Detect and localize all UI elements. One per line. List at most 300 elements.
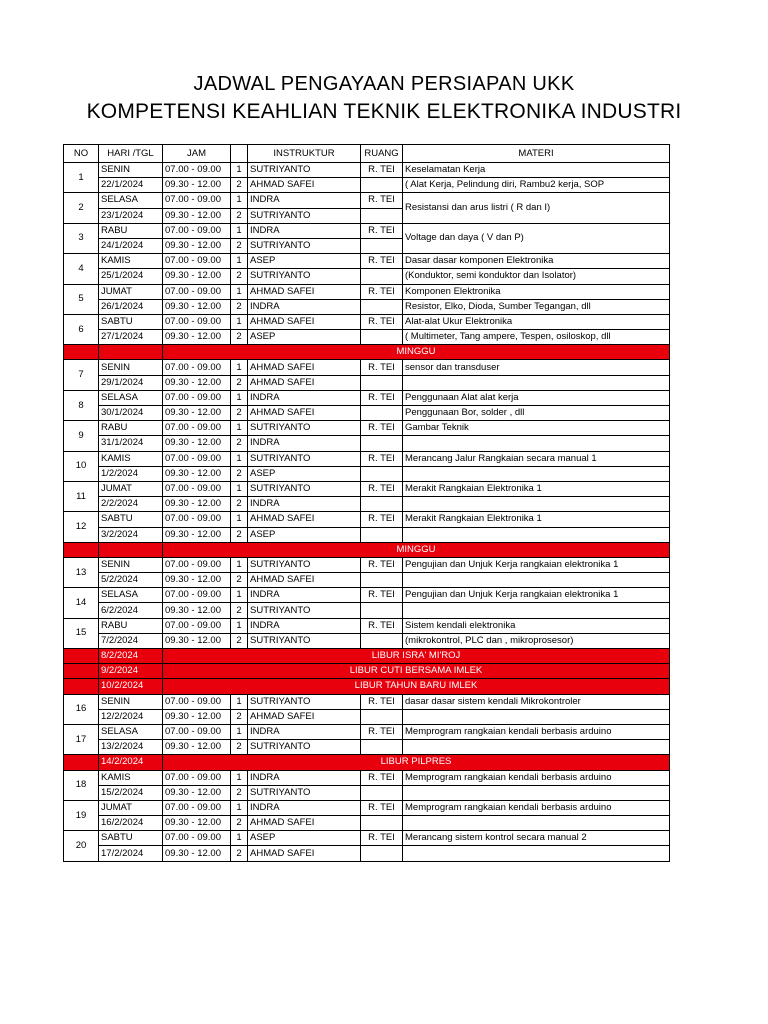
session-number: 2 [231,740,248,755]
row-number: 8 [64,390,99,420]
session-time: 09.30 - 12.00 [163,238,231,253]
materi-cell: (mikrokontrol, PLC dan , mikroprosesor) [403,633,670,648]
session-time: 09.30 - 12.00 [163,178,231,193]
row-number: 11 [64,481,99,511]
day-name: SELASA [99,193,163,208]
session-time: 07.00 - 09.00 [163,588,231,603]
room-cell [361,740,403,755]
room-cell: R. TEI [361,800,403,815]
session-time: 07.00 - 09.00 [163,193,231,208]
session-time: 07.00 - 09.00 [163,421,231,436]
session-time: 07.00 - 09.00 [163,284,231,299]
header-row [64,145,670,163]
room-cell [361,330,403,345]
day-name: RABU [99,223,163,238]
session-time: 09.30 - 12.00 [163,269,231,284]
materi-cell: Penggunaan Bor, solder , dll [403,406,670,421]
schedule-row [64,390,670,405]
header-jam: JAM [163,145,231,163]
session-time: 07.00 - 09.00 [163,800,231,815]
room-cell: R. TEI [361,770,403,785]
schedule-row [64,466,670,481]
day-name: JUMAT [99,284,163,299]
materi-cell [403,709,670,724]
materi-cell: Penggunaan Alat alat kerja [403,390,670,405]
holiday-date: 14/2/2024 [99,755,163,770]
holiday-row [64,679,670,694]
holiday-blank [64,345,99,360]
materi-cell [403,497,670,512]
row-number: 13 [64,557,99,587]
schedule-row [64,770,670,785]
materi-cell: dasar dasar sistem kendali Mikrokontroler [403,694,670,709]
schedule-row [64,481,670,496]
session-time: 09.30 - 12.00 [163,785,231,800]
session-number: 2 [231,406,248,421]
holiday-blank [64,679,99,694]
session-number: 2 [231,846,248,861]
header-hari-tgl: HARI /TGL [99,145,163,163]
session-time: 09.30 - 12.00 [163,375,231,390]
holiday-label: LIBUR CUTI BERSAMA IMLEK [163,664,670,679]
day-date: 6/2/2024 [99,603,163,618]
instructor-name: AHMAD SAFEI [248,406,361,421]
room-cell [361,785,403,800]
day-name: SELASA [99,588,163,603]
materi-cell: Pengujian dan Unjuk Kerja rangkaian elektronika 1 [403,588,670,603]
materi-cell: sensor dan transduser [403,360,670,375]
session-number: 1 [231,512,248,527]
holiday-blank [64,542,99,557]
session-number: 2 [231,238,248,253]
room-cell: R. TEI [361,421,403,436]
document-subtitle: KOMPETENSI KEAHLIAN TEKNIK ELEKTRONIKA INDUSTRI [86,100,682,123]
instructor-name: AHMAD SAFEI [248,512,361,527]
session-time: 07.00 - 09.00 [163,694,231,709]
room-cell: R. TEI [361,360,403,375]
session-number: 1 [231,481,248,496]
room-cell [361,299,403,314]
session-time: 09.30 - 12.00 [163,330,231,345]
holiday-blank [64,649,99,664]
materi-cell: Voltage dan daya ( V dan P) [403,223,670,253]
room-cell [361,208,403,223]
instructor-name: INDRA [248,436,361,451]
materi-cell: Dasar dasar komponen Elektronika [403,254,670,269]
instructor-name: SUTRIYANTO [248,421,361,436]
instructor-name: SUTRIYANTO [248,238,361,253]
schedule-row [64,527,670,542]
row-number: 19 [64,800,99,830]
room-cell: R. TEI [361,724,403,739]
day-name: JUMAT [99,800,163,815]
room-cell [361,527,403,542]
schedule-row [64,618,670,633]
session-number: 2 [231,436,248,451]
session-number: 2 [231,375,248,390]
instructor-name: AHMAD SAFEI [248,178,361,193]
room-cell: R. TEI [361,193,403,208]
day-date: 2/2/2024 [99,497,163,512]
schedule-row [64,193,670,208]
materi-cell: Merancang sistem kontrol secara manual 2 [403,831,670,846]
session-time: 09.30 - 12.00 [163,436,231,451]
materi-cell: Merakit Rangkaian Elektronika 1 [403,481,670,496]
room-cell [361,466,403,481]
day-date: 5/2/2024 [99,573,163,588]
session-time: 07.00 - 09.00 [163,512,231,527]
room-cell: R. TEI [361,451,403,466]
session-number: 1 [231,618,248,633]
materi-cell: Keselamatan Kerja [403,163,670,178]
room-cell [361,816,403,831]
session-time: 09.30 - 12.00 [163,846,231,861]
day-name: JUMAT [99,481,163,496]
session-number: 2 [231,299,248,314]
schedule-row [64,709,670,724]
holiday-date [99,542,163,557]
session-number: 1 [231,800,248,815]
day-name: SABTU [99,512,163,527]
schedule-row [64,375,670,390]
materi-cell [403,740,670,755]
schedule-row [64,557,670,572]
room-cell [361,178,403,193]
row-number: 3 [64,223,99,253]
session-number: 2 [231,709,248,724]
day-date: 24/1/2024 [99,238,163,253]
session-number: 1 [231,223,248,238]
materi-cell: Memprogram rangkaian kendali berbasis arduino [403,800,670,815]
instructor-name: INDRA [248,724,361,739]
instructor-name: AHMAD SAFEI [248,375,361,390]
schedule-row [64,831,670,846]
schedule-row [64,451,670,466]
room-cell: R. TEI [361,284,403,299]
day-name: KAMIS [99,770,163,785]
materi-cell: Gambar Teknik [403,421,670,436]
day-name: SENIN [99,163,163,178]
instructor-name: ASEP [248,330,361,345]
row-number: 6 [64,314,99,344]
session-time: 09.30 - 12.00 [163,816,231,831]
schedule-row [64,497,670,512]
row-number: 9 [64,421,99,451]
day-date: 12/2/2024 [99,709,163,724]
session-time: 07.00 - 09.00 [163,770,231,785]
instructor-name: INDRA [248,770,361,785]
session-time: 09.30 - 12.00 [163,466,231,481]
session-number: 1 [231,421,248,436]
schedule-row [64,223,670,238]
room-cell [361,269,403,284]
materi-cell: Sistem kendali elektronika [403,618,670,633]
row-number: 12 [64,512,99,542]
room-cell: R. TEI [361,618,403,633]
schedule-row [64,314,670,329]
materi-cell [403,816,670,831]
instructor-name: SUTRIYANTO [248,785,361,800]
room-cell: R. TEI [361,163,403,178]
session-time: 09.30 - 12.00 [163,208,231,223]
session-number: 2 [231,816,248,831]
session-number: 2 [231,208,248,223]
session-number: 2 [231,269,248,284]
materi-cell: Resistansi dan arus listri ( R dan I) [403,193,670,223]
schedule-row [64,330,670,345]
session-time: 07.00 - 09.00 [163,481,231,496]
session-time: 09.30 - 12.00 [163,299,231,314]
holiday-date: 10/2/2024 [99,679,163,694]
session-number: 2 [231,466,248,481]
holiday-label: LIBUR ISRA' MI'ROJ [163,649,670,664]
day-name: SENIN [99,360,163,375]
session-number: 1 [231,831,248,846]
session-time: 07.00 - 09.00 [163,314,231,329]
schedule-row [64,846,670,861]
instructor-name: INDRA [248,193,361,208]
schedule-row [64,284,670,299]
room-cell [361,573,403,588]
header-sesi [231,145,248,163]
materi-cell: Merancang Jalur Rangkaian secara manual 1 [403,451,670,466]
schedule-row [64,633,670,648]
schedule-row [64,178,670,193]
session-number: 1 [231,314,248,329]
materi-cell: Alat-alat Ukur Elektronika [403,314,670,329]
room-cell: R. TEI [361,694,403,709]
session-number: 2 [231,497,248,512]
instructor-name: ASEP [248,527,361,542]
schedule-row [64,785,670,800]
day-date: 1/2/2024 [99,466,163,481]
holiday-row [64,664,670,679]
day-date: 23/1/2024 [99,208,163,223]
session-number: 1 [231,163,248,178]
session-time: 07.00 - 09.00 [163,451,231,466]
row-number: 14 [64,588,99,618]
materi-cell [403,375,670,390]
holiday-row [64,542,670,557]
day-name: RABU [99,618,163,633]
session-number: 2 [231,178,248,193]
materi-cell: ( Multimeter, Tang ampere, Tespen, osiloskop, dll [403,330,670,345]
materi-cell [403,573,670,588]
room-cell [361,603,403,618]
session-number: 1 [231,770,248,785]
session-time: 09.30 - 12.00 [163,406,231,421]
room-cell [361,846,403,861]
materi-cell [403,436,670,451]
materi-cell [403,785,670,800]
holiday-date [99,345,163,360]
materi-cell: Memprogram rangkaian kendali berbasis arduino [403,724,670,739]
day-name: SENIN [99,694,163,709]
document-title: JADWAL PENGAYAAN PERSIAPAN UKK [193,73,575,95]
day-name: KAMIS [99,254,163,269]
materi-cell: ( Alat Kerja, Pelindung diri, Rambu2 kerja, SOP [403,178,670,193]
instructor-name: AHMAD SAFEI [248,284,361,299]
holiday-blank [64,755,99,770]
day-date: 26/1/2024 [99,299,163,314]
schedule-table [63,144,670,862]
row-number: 1 [64,163,99,193]
row-number: 16 [64,694,99,724]
materi-cell: Memprogram rangkaian kendali berbasis arduino [403,770,670,785]
session-time: 07.00 - 09.00 [163,223,231,238]
session-time: 09.30 - 12.00 [163,573,231,588]
instructor-name: AHMAD SAFEI [248,573,361,588]
day-date: 22/1/2024 [99,178,163,193]
session-number: 2 [231,785,248,800]
header-no: NO [64,145,99,163]
holiday-label: LIBUR PILPRES [163,755,670,770]
day-name: SABTU [99,314,163,329]
instructor-name: AHMAD SAFEI [248,816,361,831]
schedule-body [64,163,670,862]
row-number: 5 [64,284,99,314]
materi-cell: Komponen Elektronika [403,284,670,299]
day-date: 29/1/2024 [99,375,163,390]
instructor-name: INDRA [248,800,361,815]
instructor-name: INDRA [248,588,361,603]
schedule-row [64,740,670,755]
instructor-name: SUTRIYANTO [248,269,361,284]
day-date: 13/2/2024 [99,740,163,755]
holiday-row [64,345,670,360]
materi-cell [403,846,670,861]
day-date: 25/1/2024 [99,269,163,284]
materi-cell: (Konduktor, semi konduktor dan Isolator) [403,269,670,284]
room-cell: R. TEI [361,557,403,572]
schedule-row [64,800,670,815]
room-cell: R. TEI [361,390,403,405]
day-date: 7/2/2024 [99,633,163,648]
session-number: 1 [231,193,248,208]
instructor-name: SUTRIYANTO [248,603,361,618]
day-date: 15/2/2024 [99,785,163,800]
room-cell [361,406,403,421]
session-number: 1 [231,284,248,299]
session-number: 1 [231,451,248,466]
holiday-row [64,649,670,664]
holiday-label: MINGGU [163,345,670,360]
instructor-name: INDRA [248,497,361,512]
row-number: 18 [64,770,99,800]
schedule-row [64,436,670,451]
room-cell [361,238,403,253]
session-time: 07.00 - 09.00 [163,254,231,269]
schedule-row [64,512,670,527]
room-cell: R. TEI [361,831,403,846]
room-cell [361,375,403,390]
materi-cell: Resistor, Elko, Dioda, Sumber Tegangan, dll [403,299,670,314]
room-cell: R. TEI [361,512,403,527]
room-cell: R. TEI [361,588,403,603]
row-number: 15 [64,618,99,648]
row-number: 7 [64,360,99,390]
materi-cell: Merakit Rangkaian Elektronika 1 [403,512,670,527]
schedule-row [64,254,670,269]
header-materi: MATERI [403,145,670,163]
instructor-name: SUTRIYANTO [248,694,361,709]
session-number: 1 [231,694,248,709]
header-instruktur: INSTRUKTUR [248,145,361,163]
instructor-name: AHMAD SAFEI [248,846,361,861]
schedule-row [64,816,670,831]
room-cell [361,436,403,451]
session-time: 07.00 - 09.00 [163,618,231,633]
schedule-row [64,724,670,739]
materi-cell [403,527,670,542]
instructor-name: INDRA [248,223,361,238]
session-time: 07.00 - 09.00 [163,360,231,375]
materi-cell [403,603,670,618]
day-date: 31/1/2024 [99,436,163,451]
instructor-name: SUTRIYANTO [248,208,361,223]
room-cell: R. TEI [361,314,403,329]
day-name: SELASA [99,724,163,739]
row-number: 10 [64,451,99,481]
materi-cell: Pengujian dan Unjuk Kerja rangkaian elektronika 1 [403,557,670,572]
instructor-name: INDRA [248,299,361,314]
holiday-blank [64,664,99,679]
schedule-row [64,269,670,284]
instructor-name: ASEP [248,254,361,269]
materi-cell [403,466,670,481]
session-time: 09.30 - 12.00 [163,527,231,542]
day-date: 16/2/2024 [99,816,163,831]
session-time: 09.30 - 12.00 [163,740,231,755]
holiday-row [64,755,670,770]
session-number: 2 [231,527,248,542]
session-time: 07.00 - 09.00 [163,831,231,846]
instructor-name: ASEP [248,831,361,846]
instructor-name: SUTRIYANTO [248,451,361,466]
room-cell [361,633,403,648]
session-number: 1 [231,360,248,375]
day-name: KAMIS [99,451,163,466]
day-name: SABTU [99,831,163,846]
day-name: RABU [99,421,163,436]
schedule-row [64,588,670,603]
instructor-name: AHMAD SAFEI [248,314,361,329]
day-date: 27/1/2024 [99,330,163,345]
row-number: 4 [64,254,99,284]
room-cell: R. TEI [361,254,403,269]
instructor-name: INDRA [248,618,361,633]
session-number: 2 [231,633,248,648]
room-cell [361,497,403,512]
session-time: 07.00 - 09.00 [163,163,231,178]
session-number: 1 [231,254,248,269]
instructor-name: INDRA [248,390,361,405]
day-date: 30/1/2024 [99,406,163,421]
day-name: SELASA [99,390,163,405]
instructor-name: SUTRIYANTO [248,557,361,572]
room-cell [361,709,403,724]
schedule-row [64,603,670,618]
session-number: 2 [231,573,248,588]
header-ruang: RUANG [361,145,403,163]
session-number: 1 [231,390,248,405]
session-number: 1 [231,557,248,572]
schedule-row [64,573,670,588]
row-number: 2 [64,193,99,223]
day-date: 3/2/2024 [99,527,163,542]
session-time: 07.00 - 09.00 [163,724,231,739]
instructor-name: SUTRIYANTO [248,163,361,178]
